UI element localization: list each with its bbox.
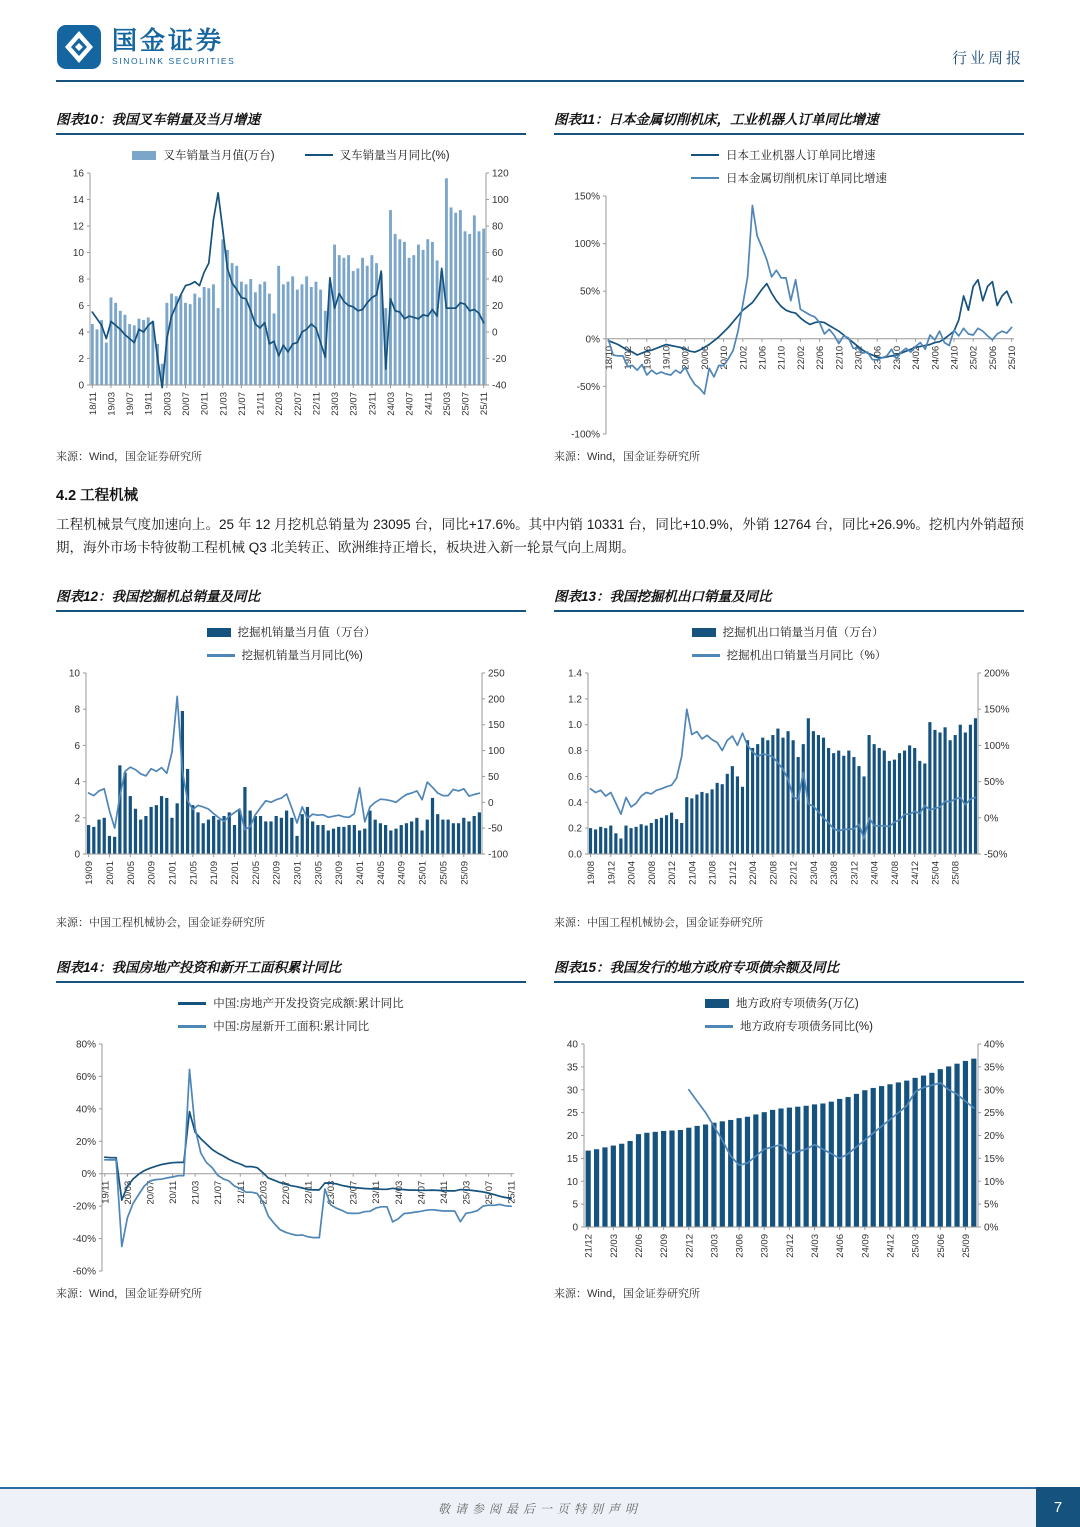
chart-10-title: 图表10：我国叉车销量及当月增速 (56, 104, 526, 135)
svg-text:12: 12 (72, 221, 84, 233)
svg-text:20/07: 20/07 (181, 392, 193, 416)
svg-text:0.6: 0.6 (568, 772, 582, 784)
svg-text:19/12: 19/12 (606, 861, 618, 886)
brand-text (112, 28, 235, 66)
svg-text:250: 250 (488, 668, 505, 680)
svg-text:80: 80 (492, 221, 504, 233)
svg-text:24/06: 24/06 (930, 345, 942, 370)
svg-text:25/06: 25/06 (987, 345, 999, 370)
forklift-sales-chart (56, 165, 526, 443)
svg-text:40%: 40% (984, 1039, 1005, 1051)
svg-text:23/07: 23/07 (348, 392, 360, 416)
svg-text:22/10: 22/10 (834, 345, 846, 370)
legend-item (692, 647, 887, 663)
svg-text:60%: 60% (75, 1072, 96, 1084)
svg-text:22/06: 22/06 (815, 345, 827, 370)
chart-11-source: 来源：Wind，国金证券研究所 (554, 451, 701, 463)
svg-text:22/02: 22/02 (795, 345, 807, 370)
svg-text:24/12: 24/12 (885, 1234, 897, 1259)
svg-text:21/07: 21/07 (213, 1181, 225, 1205)
svg-text:19/03: 19/03 (106, 392, 118, 416)
svg-text:50: 50 (488, 772, 500, 784)
chart-14-source: 来源：Wind，国金证券研究所 (56, 1288, 203, 1301)
svg-text:22/09: 22/09 (659, 1234, 671, 1259)
legend-item (705, 995, 873, 1011)
svg-text:40: 40 (492, 274, 504, 286)
line-swatch (178, 1002, 206, 1005)
svg-text:10%: 10% (984, 1177, 1005, 1189)
svg-text:21/10: 21/10 (776, 345, 788, 370)
svg-text:19/06: 19/06 (642, 345, 654, 370)
chart-14-title: 图表14：我国房地产投资和新开工面积累计同比 (56, 952, 526, 983)
svg-text:6: 6 (74, 741, 80, 753)
legend-item (207, 624, 376, 640)
bar-swatch (705, 999, 729, 1008)
svg-text:24/07: 24/07 (404, 392, 416, 416)
svg-text:24/07: 24/07 (416, 1181, 428, 1205)
svg-text:4: 4 (74, 777, 80, 789)
svg-text:24/03: 24/03 (393, 1181, 405, 1205)
svg-text:21/07: 21/07 (236, 392, 248, 416)
svg-text:22/06: 22/06 (633, 1234, 645, 1259)
svg-text:2: 2 (74, 813, 80, 825)
svg-text:22/03: 22/03 (258, 1181, 270, 1205)
real-estate-chart (56, 1036, 526, 1281)
svg-text:19/10: 19/10 (661, 345, 673, 370)
svg-text:30%: 30% (984, 1085, 1005, 1097)
svg-text:20/09: 20/09 (146, 861, 158, 886)
svg-text:150%: 150% (984, 705, 1010, 717)
svg-text:25/11: 25/11 (479, 392, 491, 416)
svg-text:23/12: 23/12 (784, 1234, 796, 1259)
svg-text:23/06: 23/06 (734, 1234, 746, 1259)
svg-text:0: 0 (74, 849, 80, 861)
svg-text:21/12: 21/12 (583, 1234, 595, 1259)
chart-15-source: 来源：Wind，国金证券研究所 (554, 1288, 701, 1301)
svg-text:150%: 150% (574, 191, 600, 203)
svg-text:18/11: 18/11 (87, 392, 99, 416)
svg-text:25/06: 25/06 (935, 1234, 947, 1259)
legend-label: 叉车销量当月值(万台) (163, 150, 275, 162)
svg-text:0%: 0% (984, 1222, 999, 1234)
svg-text:18/10: 18/10 (603, 345, 615, 370)
svg-text:0%: 0% (585, 334, 600, 346)
svg-text:0.2: 0.2 (568, 824, 582, 836)
svg-text:23/07: 23/07 (348, 1181, 360, 1205)
line-swatch (705, 1025, 733, 1028)
svg-text:0: 0 (492, 327, 498, 339)
legend-label: 中国:房地产开发投资完成额:累计同比 (213, 998, 404, 1011)
svg-text:40%: 40% (75, 1104, 96, 1116)
page-footer (0, 1487, 1080, 1527)
svg-text:100%: 100% (984, 741, 1010, 753)
brand-name-cn: 国金证券 (112, 26, 225, 55)
svg-text:30: 30 (566, 1085, 578, 1097)
svg-text:24/01: 24/01 (355, 861, 367, 886)
svg-text:-20: -20 (492, 354, 507, 365)
svg-text:23/08: 23/08 (829, 861, 841, 886)
svg-text:20%: 20% (75, 1137, 96, 1149)
line-swatch (305, 154, 333, 157)
svg-text:24/05: 24/05 (375, 861, 387, 886)
svg-text:2: 2 (78, 354, 84, 365)
svg-text:21/03: 21/03 (218, 392, 230, 416)
svg-text:14: 14 (72, 195, 84, 206)
svg-text:-100: -100 (488, 849, 509, 861)
charts-row-3 (56, 952, 1024, 1301)
svg-text:19/07: 19/07 (125, 392, 137, 416)
svg-text:1.0: 1.0 (568, 720, 582, 732)
svg-text:25/02: 25/02 (968, 345, 980, 370)
svg-text:25/09: 25/09 (960, 1234, 972, 1259)
svg-text:24/02: 24/02 (911, 345, 923, 370)
svg-text:23/05: 23/05 (313, 861, 325, 886)
svg-text:20: 20 (492, 301, 504, 312)
svg-text:22/01: 22/01 (230, 861, 241, 886)
svg-text:24/08: 24/08 (889, 861, 901, 886)
page-header (56, 0, 1024, 82)
chart-figure-12 (56, 581, 526, 930)
svg-text:25/10: 25/10 (1007, 345, 1019, 370)
legend-item (692, 624, 887, 640)
svg-text:0: 0 (488, 798, 494, 810)
svg-text:1.4: 1.4 (568, 668, 582, 680)
chart-10-legend (56, 147, 526, 163)
svg-text:19/02: 19/02 (623, 345, 635, 370)
svg-text:24/09: 24/09 (396, 861, 408, 886)
svg-text:0: 0 (78, 380, 84, 392)
svg-text:21/03: 21/03 (190, 1181, 202, 1205)
svg-text:60: 60 (492, 248, 504, 259)
svg-text:20/07: 20/07 (145, 1181, 157, 1205)
svg-text:35: 35 (566, 1062, 578, 1074)
svg-text:100: 100 (492, 195, 509, 206)
svg-text:25/03: 25/03 (461, 1181, 473, 1205)
chart-15-title: 图表15：我国发行的地方政府专项债余额及同比 (554, 952, 1024, 983)
svg-text:24/06: 24/06 (835, 1234, 847, 1259)
svg-text:21/02: 21/02 (738, 345, 750, 370)
svg-text:23/09: 23/09 (334, 861, 346, 886)
svg-text:22/11: 22/11 (303, 1181, 315, 1205)
svg-text:21/11: 21/11 (255, 392, 267, 416)
footer-disclaimer: 敬请参阅最后一页特别声明 (437, 1501, 642, 1516)
svg-text:1.2: 1.2 (568, 694, 582, 706)
svg-text:0.4: 0.4 (568, 798, 582, 810)
svg-text:22/08: 22/08 (768, 861, 780, 886)
svg-text:25/04: 25/04 (930, 861, 942, 886)
svg-text:22/11: 22/11 (311, 392, 323, 416)
section-paragraph: 工程机械景气度加速向上。25 年 12 月挖机总销量为 23095 台，同比+17.6%。其中内销 10331 台，同比+10.9%，外销 12764 台，同比+26.9%。挖机内外销超预期，海外市场卡特彼勒工程机械 Q3 北美转正、欧洲维持正增长，板块进入新一轮景气向上周期。 (56, 517, 1024, 556)
svg-text:10: 10 (72, 248, 84, 259)
legend-item (305, 147, 450, 163)
svg-text:20/10: 20/10 (719, 345, 731, 370)
svg-text:21/09: 21/09 (209, 861, 221, 886)
svg-text:22/09: 22/09 (271, 861, 283, 886)
svg-text:20/06: 20/06 (699, 345, 711, 370)
svg-text:6: 6 (78, 301, 84, 312)
legend-item (691, 147, 887, 163)
svg-text:20/03: 20/03 (122, 1181, 134, 1205)
svg-text:19/11: 19/11 (100, 1181, 112, 1205)
line-swatch (691, 154, 719, 157)
chart-11-title: 图表11：日本金属切削机床，工业机器人订单同比增速 (554, 104, 1024, 135)
svg-text:150: 150 (488, 720, 505, 732)
chart-13-title: 图表13：我国挖掘机出口销量及同比 (554, 581, 1024, 612)
svg-text:0.0: 0.0 (568, 849, 582, 861)
svg-text:22/04: 22/04 (748, 861, 760, 886)
svg-text:20/11: 20/11 (168, 1181, 180, 1205)
svg-text:25/01: 25/01 (417, 861, 429, 886)
chart-15-legend (554, 995, 1024, 1034)
svg-text:4: 4 (78, 327, 84, 339)
legend-item (691, 170, 887, 186)
svg-text:24/12: 24/12 (910, 861, 922, 886)
svg-text:5%: 5% (984, 1200, 999, 1212)
svg-text:23/10: 23/10 (891, 345, 903, 370)
line-swatch (691, 177, 719, 180)
svg-text:23/03: 23/03 (709, 1234, 721, 1259)
line-swatch (207, 654, 235, 657)
svg-text:25: 25 (566, 1108, 578, 1120)
svg-text:22/07: 22/07 (292, 392, 304, 416)
svg-text:25/03: 25/03 (441, 392, 453, 416)
svg-text:8: 8 (74, 705, 80, 717)
excavator-export-chart (554, 665, 1024, 910)
chart-figure-10 (56, 104, 526, 464)
svg-text:35%: 35% (984, 1062, 1005, 1074)
svg-text:23/01: 23/01 (292, 861, 304, 886)
svg-text:23/12: 23/12 (849, 861, 861, 886)
chart-figure-13 (554, 581, 1024, 930)
svg-text:15%: 15% (984, 1154, 1005, 1166)
text-section (56, 484, 1024, 559)
chart-12-source: 来源：中国工程机械协会，国金证券研究所 (56, 917, 265, 930)
svg-text:23/03: 23/03 (326, 1181, 338, 1205)
legend-label: 地方政府专项债务(万亿) (736, 998, 859, 1011)
svg-text:21/04: 21/04 (687, 861, 699, 886)
special-bond-chart (554, 1036, 1024, 1281)
svg-text:24/09: 24/09 (860, 1234, 872, 1259)
svg-text:200: 200 (488, 694, 505, 706)
svg-text:21/11: 21/11 (235, 1181, 247, 1205)
svg-text:-40: -40 (492, 380, 507, 392)
chart-10-source: 来源：Wind，国金证券研究所 (56, 451, 203, 463)
svg-text:40: 40 (566, 1039, 578, 1051)
legend-label: 挖掘机销量当月值（万台） (237, 627, 376, 640)
legend-label: 挖掘机销量当月同比(%) (241, 650, 363, 663)
svg-text:0%: 0% (81, 1169, 96, 1181)
bar-swatch (207, 628, 231, 637)
svg-text:20/12: 20/12 (667, 861, 679, 886)
svg-text:25/09: 25/09 (459, 861, 471, 886)
svg-text:24/04: 24/04 (869, 861, 881, 886)
legend-label: 地方政府专项债务同比(%) (740, 1021, 873, 1034)
svg-text:-50%: -50% (984, 849, 1008, 861)
svg-text:20/03: 20/03 (162, 392, 174, 416)
svg-text:20/05: 20/05 (125, 861, 137, 886)
line-swatch (692, 654, 720, 657)
svg-text:25/07: 25/07 (460, 392, 472, 416)
svg-text:20%: 20% (984, 1131, 1005, 1143)
chart-13-legend (554, 624, 1024, 663)
svg-text:22/03: 22/03 (608, 1234, 620, 1259)
svg-text:22/05: 22/05 (250, 861, 262, 886)
chart-figure-11 (554, 104, 1024, 464)
svg-text:25%: 25% (984, 1108, 1005, 1120)
svg-text:25/08: 25/08 (950, 861, 962, 886)
svg-text:23/11: 23/11 (371, 1181, 383, 1205)
svg-text:24/03: 24/03 (385, 392, 397, 416)
svg-text:23/02: 23/02 (853, 345, 865, 370)
charts-row-2 (56, 581, 1024, 930)
svg-text:25/07: 25/07 (484, 1181, 496, 1205)
svg-text:21/01: 21/01 (167, 861, 179, 886)
svg-text:20/02: 20/02 (680, 345, 692, 370)
legend-label: 日本金属切削机床订单同比增速 (726, 173, 887, 185)
svg-text:21/08: 21/08 (707, 861, 719, 886)
legend-label: 挖掘机出口销量当月值（万台） (722, 627, 884, 640)
svg-text:80%: 80% (75, 1039, 96, 1051)
svg-text:-50: -50 (488, 824, 503, 836)
svg-text:100: 100 (488, 746, 505, 758)
svg-text:19/11: 19/11 (143, 392, 155, 416)
chart-13-source: 来源：中国工程机械协会，国金证券研究所 (554, 917, 763, 930)
svg-text:19/09: 19/09 (84, 861, 96, 886)
svg-text:0: 0 (572, 1222, 578, 1234)
doc-type-label: 行业周报 (951, 51, 1024, 67)
svg-text:10: 10 (566, 1177, 578, 1189)
svg-text:22/12: 22/12 (684, 1234, 696, 1259)
svg-text:23/09: 23/09 (759, 1234, 771, 1259)
svg-text:50%: 50% (579, 286, 600, 298)
svg-text:23/11: 23/11 (367, 392, 379, 416)
chart-12-title: 图表12：我国挖掘机总销量及同比 (56, 581, 526, 612)
svg-text:23/06: 23/06 (872, 345, 884, 370)
chart-14-legend (56, 995, 526, 1034)
bar-swatch (132, 151, 156, 160)
svg-text:22/07: 22/07 (280, 1181, 292, 1205)
svg-text:8: 8 (78, 274, 84, 286)
svg-text:-60%: -60% (72, 1266, 96, 1278)
svg-text:120: 120 (492, 168, 509, 180)
svg-text:15: 15 (566, 1154, 578, 1166)
svg-text:19/08: 19/08 (586, 861, 598, 886)
svg-text:200%: 200% (984, 668, 1010, 680)
svg-text:20/11: 20/11 (199, 392, 211, 416)
svg-text:21/06: 21/06 (757, 345, 769, 370)
japan-orders-chart (554, 188, 1024, 444)
svg-text:-40%: -40% (72, 1234, 96, 1246)
legend-label: 日本工业机器人订单同比增速 (726, 150, 876, 162)
svg-text:0.8: 0.8 (568, 746, 582, 758)
line-swatch (178, 1025, 206, 1028)
svg-text:24/10: 24/10 (949, 345, 961, 370)
svg-text:20/04: 20/04 (626, 861, 638, 886)
section-heading: 4.2 工程机械 (56, 488, 139, 504)
legend-item (705, 1018, 873, 1034)
sinolink-logo-icon (56, 24, 102, 70)
charts-row-1 (56, 104, 1024, 464)
svg-text:10: 10 (68, 668, 80, 680)
legend-label: 挖掘机出口销量当月同比（%） (726, 650, 887, 663)
svg-text:100%: 100% (574, 239, 600, 251)
svg-text:25/05: 25/05 (438, 861, 450, 886)
svg-text:16: 16 (72, 168, 84, 180)
excavator-sales-chart (56, 665, 526, 910)
legend-label: 中国:房屋新开工面积:累计同比 (213, 1021, 370, 1034)
svg-text:50%: 50% (984, 777, 1005, 789)
chart-figure-14 (56, 952, 526, 1301)
svg-text:22/03: 22/03 (274, 392, 286, 416)
svg-text:25/11: 25/11 (506, 1181, 518, 1205)
svg-text:24/03: 24/03 (810, 1234, 822, 1259)
svg-text:-20%: -20% (72, 1202, 96, 1214)
svg-text:22/12: 22/12 (788, 861, 800, 886)
chart-11-legend (554, 147, 1024, 186)
chart-figure-15 (554, 952, 1024, 1301)
svg-text:20/01: 20/01 (104, 861, 116, 886)
brand-name-en: SINOLINK SECURITIES (112, 56, 236, 67)
bar-swatch (692, 628, 716, 637)
legend-item (132, 147, 274, 163)
brand (56, 24, 235, 70)
svg-text:20/08: 20/08 (646, 861, 658, 886)
svg-text:25/03: 25/03 (910, 1234, 922, 1259)
svg-text:24/11: 24/11 (438, 1181, 450, 1205)
legend-item (178, 995, 403, 1011)
svg-text:20: 20 (566, 1131, 578, 1143)
legend-item (207, 647, 376, 663)
svg-text:21/12: 21/12 (727, 861, 739, 886)
svg-text:24/11: 24/11 (423, 392, 435, 416)
chart-12-legend (56, 624, 526, 663)
page-number-badge: 7 (1036, 1487, 1080, 1527)
legend-label: 叉车销量当月同比(%) (339, 150, 450, 162)
svg-text:21/05: 21/05 (188, 861, 200, 886)
svg-text:-100%: -100% (571, 429, 600, 441)
svg-text:23/04: 23/04 (808, 861, 820, 886)
svg-text:0%: 0% (984, 813, 999, 825)
legend-item (178, 1018, 403, 1034)
svg-text:-50%: -50% (576, 381, 600, 393)
svg-text:23/03: 23/03 (330, 392, 342, 416)
svg-text:5: 5 (572, 1200, 578, 1212)
